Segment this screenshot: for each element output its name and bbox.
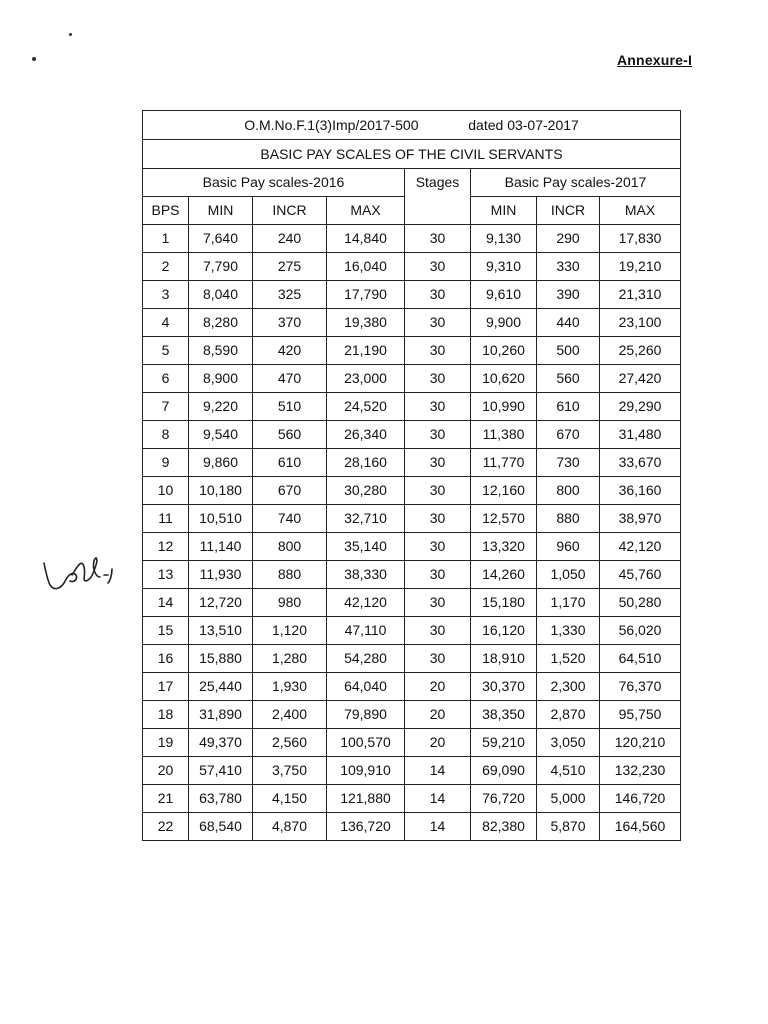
cell-stages: 20: [405, 673, 471, 701]
cell-max-2017: 45,760: [600, 561, 681, 589]
cell-max-2016: 35,140: [327, 533, 405, 561]
table-row: [143, 617, 681, 645]
handwritten-signature: [38, 545, 138, 605]
cell-min-2017: 9,610: [471, 281, 537, 309]
table-row: [143, 673, 681, 701]
cell-bps: 21: [143, 785, 189, 813]
table-row: [143, 505, 681, 533]
cell-stages: 30: [405, 225, 471, 253]
cell-min-2016: 57,410: [189, 757, 253, 785]
cell-min-2016: 63,780: [189, 785, 253, 813]
cell-min-2016: 7,640: [189, 225, 253, 253]
cell-max-2017: 33,670: [600, 449, 681, 477]
cell-max-2017: 38,970: [600, 505, 681, 533]
cell-incr-2017: 800: [537, 477, 600, 505]
cell-max-2016: 24,520: [327, 393, 405, 421]
cell-incr-2016: 370: [253, 309, 327, 337]
cell-bps: 12: [143, 533, 189, 561]
cell-incr-2017: 5,870: [537, 813, 600, 841]
cell-incr-2017: 3,050: [537, 729, 600, 757]
cell-max-2017: 21,310: [600, 281, 681, 309]
cell-stages: 30: [405, 393, 471, 421]
cell-bps: 8: [143, 421, 189, 449]
cell-bps: 17: [143, 673, 189, 701]
cell-min-2016: 13,510: [189, 617, 253, 645]
col-bps: BPS: [143, 197, 189, 225]
cell-max-2017: 132,230: [600, 757, 681, 785]
table-row: [143, 589, 681, 617]
cell-min-2017: 15,180: [471, 589, 537, 617]
cell-min-2016: 8,900: [189, 365, 253, 393]
cell-stages: 30: [405, 561, 471, 589]
cell-min-2016: 10,180: [189, 477, 253, 505]
cell-bps: 10: [143, 477, 189, 505]
cell-min-2017: 11,380: [471, 421, 537, 449]
group-2017-header: Basic Pay scales-2017: [471, 169, 681, 197]
cell-min-2017: 9,130: [471, 225, 537, 253]
cell-max-2017: 19,210: [600, 253, 681, 281]
cell-bps: 3: [143, 281, 189, 309]
cell-bps: 9: [143, 449, 189, 477]
table-row: [143, 757, 681, 785]
table-row: [143, 393, 681, 421]
table-row: [143, 477, 681, 505]
cell-incr-2017: 1,520: [537, 645, 600, 673]
cell-stages: 30: [405, 533, 471, 561]
cell-incr-2016: 510: [253, 393, 327, 421]
cell-incr-2017: 730: [537, 449, 600, 477]
om-cell: [143, 111, 681, 140]
cell-incr-2016: 275: [253, 253, 327, 281]
cell-bps: 22: [143, 813, 189, 841]
cell-stages: 30: [405, 309, 471, 337]
cell-max-2017: 146,720: [600, 785, 681, 813]
cell-max-2016: 42,120: [327, 589, 405, 617]
cell-incr-2017: 390: [537, 281, 600, 309]
cell-incr-2016: 800: [253, 533, 327, 561]
cell-incr-2016: 670: [253, 477, 327, 505]
col-stages-blank: [405, 197, 471, 225]
cell-incr-2016: 325: [253, 281, 327, 309]
cell-stages: 14: [405, 813, 471, 841]
cell-stages: 30: [405, 589, 471, 617]
cell-incr-2016: 2,560: [253, 729, 327, 757]
cell-min-2016: 9,860: [189, 449, 253, 477]
table-row: [143, 701, 681, 729]
cell-min-2016: 9,220: [189, 393, 253, 421]
pay-scales-table: [142, 110, 681, 841]
cell-incr-2017: 5,000: [537, 785, 600, 813]
cell-min-2016: 10,510: [189, 505, 253, 533]
cell-max-2016: 54,280: [327, 645, 405, 673]
cell-max-2016: 64,040: [327, 673, 405, 701]
cell-incr-2016: 470: [253, 365, 327, 393]
cell-incr-2017: 440: [537, 309, 600, 337]
cell-incr-2016: 1,930: [253, 673, 327, 701]
cell-incr-2016: 880: [253, 561, 327, 589]
cell-max-2016: 28,160: [327, 449, 405, 477]
cell-max-2016: 23,000: [327, 365, 405, 393]
cell-max-2017: 56,020: [600, 617, 681, 645]
cell-min-2017: 12,570: [471, 505, 537, 533]
table-row: [143, 785, 681, 813]
cell-bps: 18: [143, 701, 189, 729]
table-row: [143, 225, 681, 253]
cell-min-2016: 68,540: [189, 813, 253, 841]
cell-incr-2016: 2,400: [253, 701, 327, 729]
cell-min-2017: 10,260: [471, 337, 537, 365]
table-row: [143, 365, 681, 393]
group-header-row: [143, 169, 681, 197]
cell-min-2017: 30,370: [471, 673, 537, 701]
cell-max-2017: 17,830: [600, 225, 681, 253]
cell-min-2016: 7,790: [189, 253, 253, 281]
cell-bps: 16: [143, 645, 189, 673]
cell-min-2017: 13,320: [471, 533, 537, 561]
cell-stages: 20: [405, 729, 471, 757]
cell-max-2016: 79,890: [327, 701, 405, 729]
cell-min-2017: 16,120: [471, 617, 537, 645]
cell-max-2016: 21,190: [327, 337, 405, 365]
cell-max-2017: 31,480: [600, 421, 681, 449]
cell-bps: 20: [143, 757, 189, 785]
cell-bps: 15: [143, 617, 189, 645]
cell-min-2017: 12,160: [471, 477, 537, 505]
cell-min-2017: 69,090: [471, 757, 537, 785]
cell-stages: 30: [405, 281, 471, 309]
col-min-2016: MIN: [189, 197, 253, 225]
cell-min-2016: 25,440: [189, 673, 253, 701]
cell-min-2016: 31,890: [189, 701, 253, 729]
cell-max-2017: 36,160: [600, 477, 681, 505]
cell-stages: 30: [405, 645, 471, 673]
cell-incr-2017: 4,510: [537, 757, 600, 785]
cell-stages: 30: [405, 505, 471, 533]
cell-min-2016: 15,880: [189, 645, 253, 673]
cell-incr-2016: 420: [253, 337, 327, 365]
cell-incr-2016: 4,870: [253, 813, 327, 841]
cell-incr-2016: 740: [253, 505, 327, 533]
cell-bps: 7: [143, 393, 189, 421]
column-header-row: [143, 197, 681, 225]
table-row: [143, 421, 681, 449]
cell-incr-2016: 4,150: [253, 785, 327, 813]
cell-incr-2017: 330: [537, 253, 600, 281]
cell-incr-2016: 240: [253, 225, 327, 253]
cell-max-2017: 95,750: [600, 701, 681, 729]
cell-max-2017: 27,420: [600, 365, 681, 393]
group-2016-header: Basic Pay scales-2016: [143, 169, 405, 197]
cell-bps: 2: [143, 253, 189, 281]
cell-bps: 11: [143, 505, 189, 533]
cell-min-2017: 11,770: [471, 449, 537, 477]
cell-max-2016: 16,040: [327, 253, 405, 281]
cell-max-2016: 26,340: [327, 421, 405, 449]
col-min-2017: MIN: [471, 197, 537, 225]
cell-max-2016: 47,110: [327, 617, 405, 645]
cell-min-2017: 14,260: [471, 561, 537, 589]
cell-min-2016: 9,540: [189, 421, 253, 449]
cell-max-2017: 23,100: [600, 309, 681, 337]
table-row: [143, 253, 681, 281]
cell-min-2016: 12,720: [189, 589, 253, 617]
cell-incr-2016: 3,750: [253, 757, 327, 785]
cell-bps: 1: [143, 225, 189, 253]
cell-bps: 4: [143, 309, 189, 337]
cell-stages: 30: [405, 477, 471, 505]
cell-incr-2016: 560: [253, 421, 327, 449]
cell-max-2016: 38,330: [327, 561, 405, 589]
cell-incr-2016: 610: [253, 449, 327, 477]
cell-stages: 20: [405, 701, 471, 729]
table-row: [143, 337, 681, 365]
cell-stages: 30: [405, 337, 471, 365]
cell-max-2017: 50,280: [600, 589, 681, 617]
cell-incr-2017: 610: [537, 393, 600, 421]
cell-stages: 30: [405, 421, 471, 449]
cell-incr-2017: 880: [537, 505, 600, 533]
cell-min-2016: 8,590: [189, 337, 253, 365]
cell-min-2017: 59,210: [471, 729, 537, 757]
cell-incr-2016: 1,120: [253, 617, 327, 645]
om-number: O.M.No.F.1(3)Imp/2017-500: [244, 117, 419, 133]
cell-max-2016: 19,380: [327, 309, 405, 337]
cell-bps: 5: [143, 337, 189, 365]
cell-min-2017: 38,350: [471, 701, 537, 729]
cell-incr-2017: 500: [537, 337, 600, 365]
cell-max-2016: 17,790: [327, 281, 405, 309]
table-row: [143, 533, 681, 561]
col-incr-2017: INCR: [537, 197, 600, 225]
table-title: BASIC PAY SCALES OF THE CIVIL SERVANTS: [143, 140, 681, 169]
cell-max-2017: 76,370: [600, 673, 681, 701]
scan-speck: [32, 57, 36, 61]
cell-min-2017: 82,380: [471, 813, 537, 841]
table-row: [143, 449, 681, 477]
cell-incr-2017: 290: [537, 225, 600, 253]
cell-stages: 14: [405, 757, 471, 785]
cell-incr-2017: 1,050: [537, 561, 600, 589]
cell-bps: 6: [143, 365, 189, 393]
om-dated: dated 03-07-2017: [468, 117, 579, 133]
cell-stages: 30: [405, 617, 471, 645]
cell-min-2017: 9,310: [471, 253, 537, 281]
cell-max-2017: 164,560: [600, 813, 681, 841]
cell-max-2016: 14,840: [327, 225, 405, 253]
cell-max-2017: 42,120: [600, 533, 681, 561]
cell-max-2017: 120,210: [600, 729, 681, 757]
annexure-label: Annexure-I: [617, 52, 693, 68]
cell-max-2016: 136,720: [327, 813, 405, 841]
cell-bps: 13: [143, 561, 189, 589]
cell-stages: 30: [405, 253, 471, 281]
table-row: [143, 281, 681, 309]
table-row: [143, 813, 681, 841]
cell-incr-2017: 1,170: [537, 589, 600, 617]
cell-max-2017: 29,290: [600, 393, 681, 421]
cell-min-2016: 11,930: [189, 561, 253, 589]
col-max-2017: MAX: [600, 197, 681, 225]
cell-min-2017: 76,720: [471, 785, 537, 813]
cell-max-2016: 100,570: [327, 729, 405, 757]
cell-incr-2016: 980: [253, 589, 327, 617]
cell-min-2016: 49,370: [189, 729, 253, 757]
cell-max-2017: 25,260: [600, 337, 681, 365]
cell-bps: 19: [143, 729, 189, 757]
table-row: [143, 561, 681, 589]
scan-speck: [69, 33, 72, 36]
cell-incr-2017: 670: [537, 421, 600, 449]
cell-min-2017: 18,910: [471, 645, 537, 673]
cell-max-2016: 121,880: [327, 785, 405, 813]
cell-min-2017: 9,900: [471, 309, 537, 337]
cell-incr-2017: 960: [537, 533, 600, 561]
cell-min-2016: 8,040: [189, 281, 253, 309]
cell-max-2016: 30,280: [327, 477, 405, 505]
cell-incr-2017: 2,300: [537, 673, 600, 701]
cell-incr-2017: 1,330: [537, 617, 600, 645]
table-row: [143, 309, 681, 337]
cell-incr-2016: 1,280: [253, 645, 327, 673]
cell-stages: 30: [405, 449, 471, 477]
cell-min-2017: 10,990: [471, 393, 537, 421]
col-max-2016: MAX: [327, 197, 405, 225]
cell-stages: 14: [405, 785, 471, 813]
table-row: [143, 645, 681, 673]
cell-max-2016: 32,710: [327, 505, 405, 533]
col-incr-2016: INCR: [253, 197, 327, 225]
cell-min-2016: 11,140: [189, 533, 253, 561]
cell-min-2016: 8,280: [189, 309, 253, 337]
table-row: [143, 729, 681, 757]
cell-stages: 30: [405, 365, 471, 393]
stages-header: Stages: [405, 169, 471, 197]
title-row: [143, 140, 681, 169]
cell-max-2017: 64,510: [600, 645, 681, 673]
cell-bps: 14: [143, 589, 189, 617]
cell-incr-2017: 560: [537, 365, 600, 393]
cell-incr-2017: 2,870: [537, 701, 600, 729]
om-header-row: [143, 111, 681, 140]
cell-min-2017: 10,620: [471, 365, 537, 393]
cell-max-2016: 109,910: [327, 757, 405, 785]
